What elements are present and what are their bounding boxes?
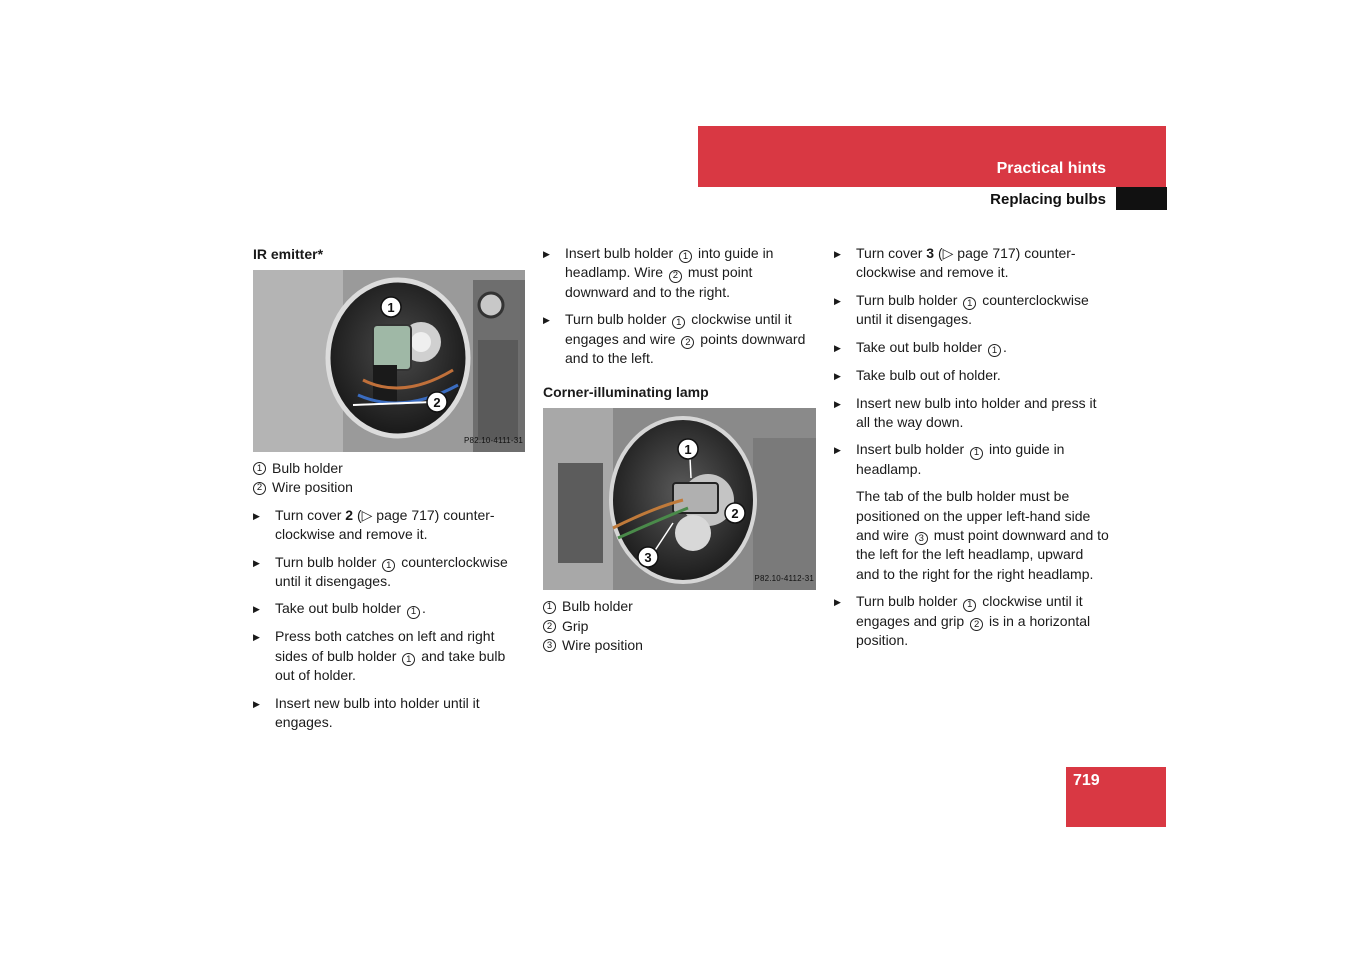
callout-number: 1 (253, 462, 266, 475)
callout-number: 1 (543, 601, 556, 614)
corner-lamp-photo (543, 408, 816, 590)
svg-text:1: 1 (684, 442, 692, 458)
legend-item (253, 478, 525, 497)
svg-text:2: 2 (731, 506, 739, 522)
legend-label: Wire position (562, 637, 643, 654)
instruction-step: ▶ Turn cover 2 (▷ page 717) counter-clockwise and remove it. (253, 506, 525, 545)
legend (253, 459, 525, 498)
svg-text:1: 1 (387, 300, 395, 315)
callout-number: 3 (915, 532, 928, 545)
callout-number: 2 (543, 620, 556, 633)
section-title: Practical hints (996, 160, 1106, 177)
callout-number: 1 (672, 316, 685, 329)
column-1 (253, 244, 525, 740)
bullet-icon: ▶ (834, 398, 841, 409)
legend-item (253, 459, 525, 478)
heading-corner-lamp: Corner-illuminating lamp (543, 384, 709, 401)
instruction-note: The tab of the bulb holder must be positioned on the upper left-hand side and wire 3 must point downward and to the left for the left headlamp, upward and to the right for the right headlamp. (856, 488, 1109, 582)
legend-item (543, 636, 816, 655)
bullet-icon: ▶ (543, 249, 550, 259)
bullet-icon: ▶ (834, 370, 841, 381)
callout-number: 1 (963, 599, 976, 612)
callout-number: 1 (963, 297, 976, 310)
bullet-icon: ▶ (253, 698, 260, 709)
legend-label: Grip (562, 617, 589, 634)
svg-text:3: 3 (644, 550, 652, 566)
bullet-icon: ▶ (834, 342, 841, 353)
callout-number: 1 (988, 344, 1001, 357)
legend-item (543, 597, 816, 616)
photo-code: P82.10-4112-31 (754, 574, 814, 584)
callout-number: 2 (681, 336, 694, 349)
instruction-step: ▶ Turn bulb holder 1 counterclockwise until it disengages. (834, 291, 1109, 330)
heading-ir-emitter: IR emitter* (253, 246, 324, 262)
callout-number: 2 (253, 482, 266, 495)
legend-label: Bulb holder (272, 460, 343, 476)
bullet-icon: ▶ (834, 295, 841, 306)
column-3 (834, 244, 1109, 659)
legend (543, 597, 816, 655)
instruction-step: ▶ Insert new bulb into holder and press it all the way down. (834, 394, 1109, 433)
instruction-step: ▶ Take bulb out of holder. (834, 366, 1109, 386)
instruction-step: ▶ Take out bulb holder 1 . (834, 338, 1007, 356)
subsection-title: Replacing bulbs (990, 191, 1106, 208)
bullet-icon: ▶ (253, 604, 260, 615)
instruction-step: ▶ Insert bulb holder 1 into guide in headlamp. (834, 440, 1109, 479)
instruction-step: ▶ Turn bulb holder 1 clockwise until it engages and wire 2 points downward and to the left. (543, 310, 816, 368)
section-header-bar (698, 126, 1166, 187)
callout-number: 2 (669, 270, 682, 283)
callout-number: 1 (970, 447, 983, 460)
column-2 (543, 244, 816, 664)
bullet-icon: ▶ (253, 510, 260, 521)
callout-number: 1 (402, 653, 415, 666)
callout-number: 1 (679, 250, 692, 263)
legend-item (543, 617, 816, 636)
instruction-step: ▶ Turn cover 3 (▷ page 717) counter-clockwise and remove it. (834, 244, 1109, 283)
callout-number: 2 (970, 618, 983, 631)
header-marker (1116, 187, 1167, 210)
bullet-icon: ▶ (834, 445, 841, 456)
callout-number: 1 (382, 559, 395, 572)
bullet-icon: ▶ (834, 597, 841, 608)
bullet-icon: ▶ (834, 249, 841, 259)
instruction-step: ▶ Turn bulb holder 1 counterclockwise until it disengages. (253, 553, 525, 592)
bullet-icon: ▶ (253, 557, 260, 568)
ir-emitter-photo (253, 270, 525, 452)
legend-label: Wire position (272, 479, 353, 496)
instruction-step: ▶ Take out bulb holder 1 . (253, 600, 426, 618)
bullet-icon: ▶ (253, 632, 260, 643)
instruction-step: ▶ Insert new bulb into holder until it engages. (253, 694, 525, 733)
photo-code: P82.10-4111-31 (464, 435, 523, 445)
page-number-box (1066, 767, 1166, 827)
callout-number: 1 (407, 606, 420, 619)
bullet-icon: ▶ (543, 315, 550, 326)
page-number: 719 (1073, 772, 1100, 789)
instruction-step: ▶ Insert bulb holder 1 into guide in headlamp. Wire 2 must point downward and to the right. (543, 244, 816, 302)
legend-label: Bulb holder (562, 598, 633, 615)
svg-text:2: 2 (433, 395, 441, 410)
instruction-step: ▶ Press both catches on left and right sides of bulb holder 1 and take bulb out of holder. (253, 627, 525, 685)
instruction-step: ▶ Turn bulb holder 1 clockwise until it engages and grip 2 is in a horizontal position. (834, 592, 1109, 650)
callout-number: 3 (543, 639, 556, 652)
